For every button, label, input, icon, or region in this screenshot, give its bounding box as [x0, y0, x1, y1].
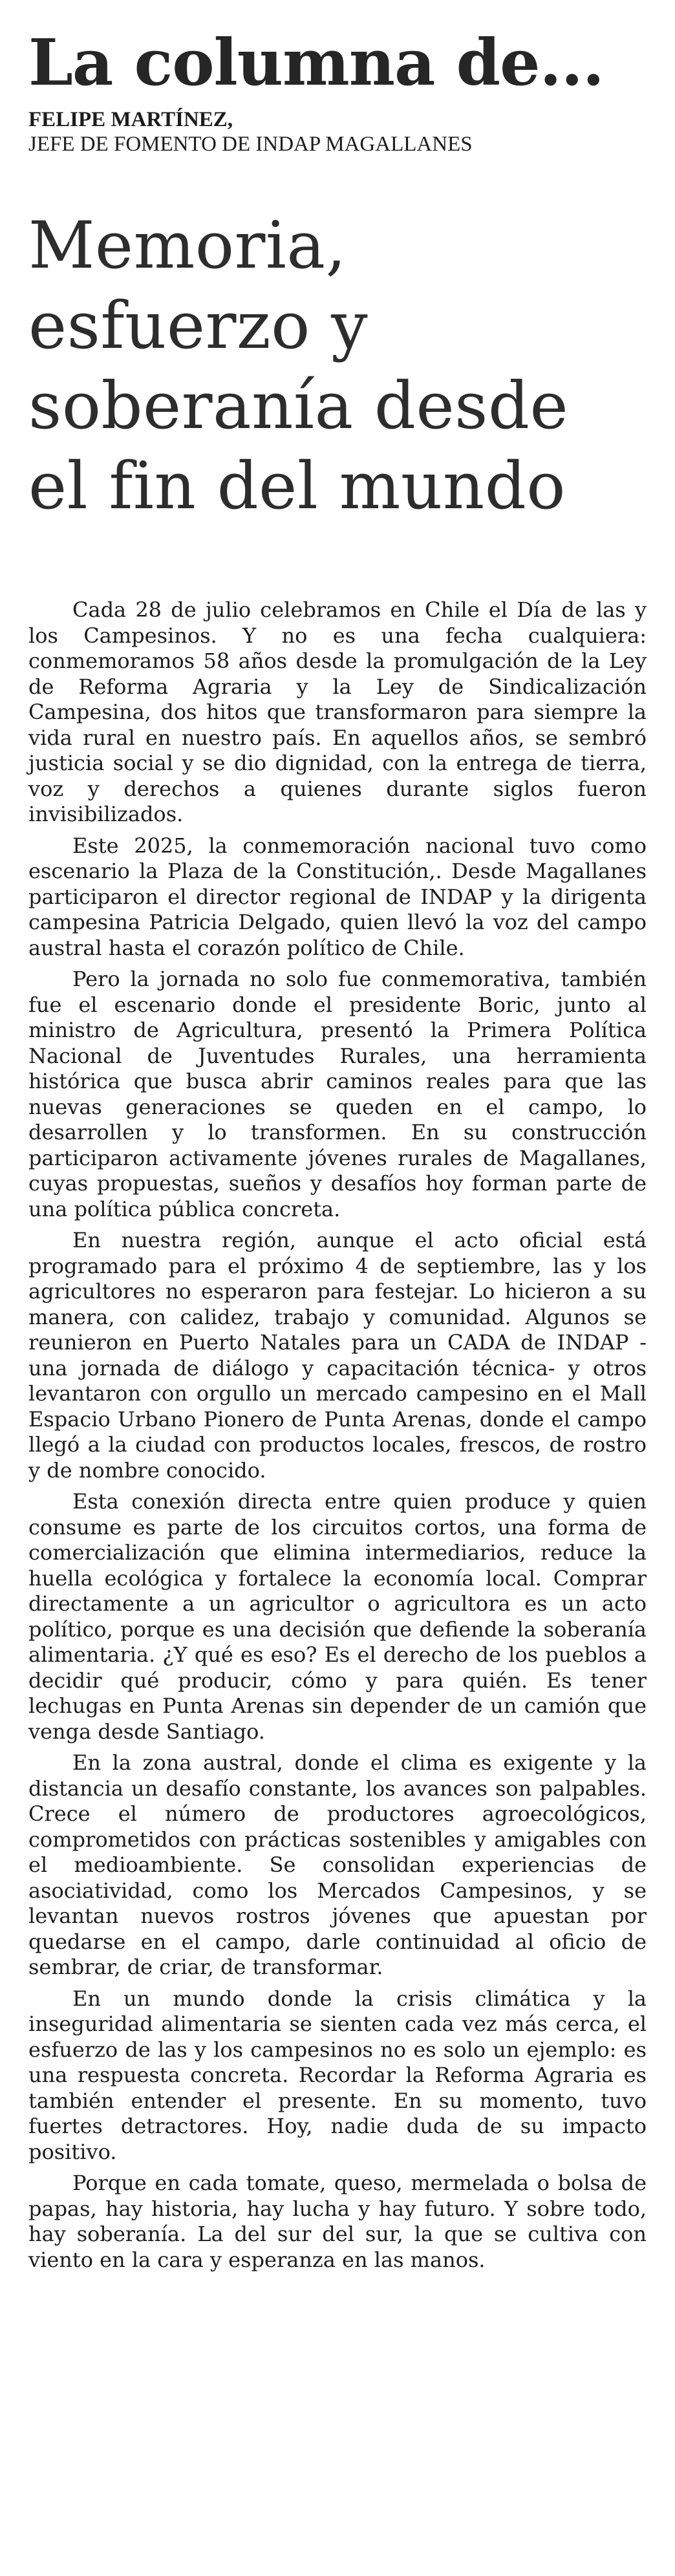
article-paragraph: En un mundo donde la crisis climática y la inseguridad alimentaria se sienten cada vez más cerca, el esfuerzo de las y los campesinos no es solo un ejemplo: es una respuesta concreta. Recordar la Reforma Agraria es también entender el presente. En su momento, tuvo fuertes detractores. Hoy, nadie duda de su impacto positivo.	[28, 1986, 647, 2164]
article-paragraph: Porque en cada tomate, queso, mermelada o bolsa de papas, hay historia, hay lucha y hay futuro. Y sobre todo, hay soberanía. La del sur del sur, la que se cultiva con viento en la cara y esperanza en las manos.	[28, 2171, 647, 2272]
article-paragraph: En la zona austral, donde el clima es exigente y la distancia un desafío constante, los avances son palpables. Crece el número de productores agroecológicos, comprometidos con prácticas sostenibles y amigables con el medioambiente. Se consolidan experiencias de asociatividad, como los Mercados Campesinos, y se levantan nuevos rostros jóvenes que apuestan por quedarse en el campo, darle continuidad al oficio de sembrar, de criar, de transformar.	[28, 1750, 647, 1979]
article-body	[28, 597, 647, 2273]
article-paragraph: En nuestra región, aunque el acto oficial está programado para el próximo 4 de septiembre, las y los agricultores no esperaron para festejar. Lo hicieron a su manera, con calidez, trabajo y comunidad. Algunos se reunieron en Puerto Natales para un CADA de INDAP -una jornada de diálogo y capacitación técnica- y otros levantaron con orgullo un mercado campesino en el Mall Espacio Urbano Pionero de Punta Arenas, donde el campo llegó a la ciudad con productos locales, frescos, de rostro y de nombre conocido.	[28, 1228, 647, 1483]
author-role: JEFE DE FOMENTO DE INDAP MAGALLANES	[28, 133, 473, 156]
article-headline: Memoria, esfuerzo y soberanía desde el fin del mundo	[28, 208, 569, 524]
article-paragraph: Cada 28 de julio celebramos en Chile el Día de las y los Campesinos. Y no es una fecha cualquiera: conmemoramos 58 años desde la promulgación de la Ley de Reforma Agraria y la Ley de Sindicalización Campesina, dos hitos que transformaron para siempre la vida rural en nuestro país. En aquellos años, se sembró justicia social y se dio dignidad, con la entrega de tierra, voz y derechos a quienes durante siglos fueron invisibilizados.	[28, 597, 647, 826]
column-kicker: La columna de...	[28, 26, 604, 100]
article-paragraph: Este 2025, la conmemoración nacional tuvo como escenario la Plaza de la Constitución,. Desde Magallanes participaron el director regional de INDAP y la dirigenta campesina Patricia Delgado, quien llevó la voz del campo austral hasta el corazón político de Chile.	[28, 833, 647, 960]
author-name: FELIPE MARTÍNEZ,	[28, 108, 233, 131]
article-paragraph: Esta conexión directa entre quien produce y quien consume es parte de los circuitos cortos, una forma de comercialización que elimina intermediarios, reduce la huella ecológica y fortalece la economía local. Comprar directamente a un agricultor o agricultora es un acto político, porque es una decisión que defiende la soberanía alimentaria. ¿Y qué es eso? Es el derecho de los pueblos a decidir qué producir, cómo y para quién. Es tener lechugas en Punta Arenas sin depender de un camión que venga desde Santiago.	[28, 1489, 647, 1744]
author-byline	[28, 107, 647, 156]
article-paragraph: Pero la jornada no solo fue conmemorativa, también fue el escenario donde el presidente Boric, junto al ministro de Agricultura, presentó la Primera Política Nacional de Juventudes Rurales, una herramienta histórica que busca abrir caminos reales para que las nuevas generaciones se queden en el campo, lo desarrollen y lo transformen. En su construcción participaron activamente jóvenes rurales de Magallanes, cuyas propuestas, sueños y desafíos hoy forman parte de una política pública concreta.	[28, 967, 647, 1221]
